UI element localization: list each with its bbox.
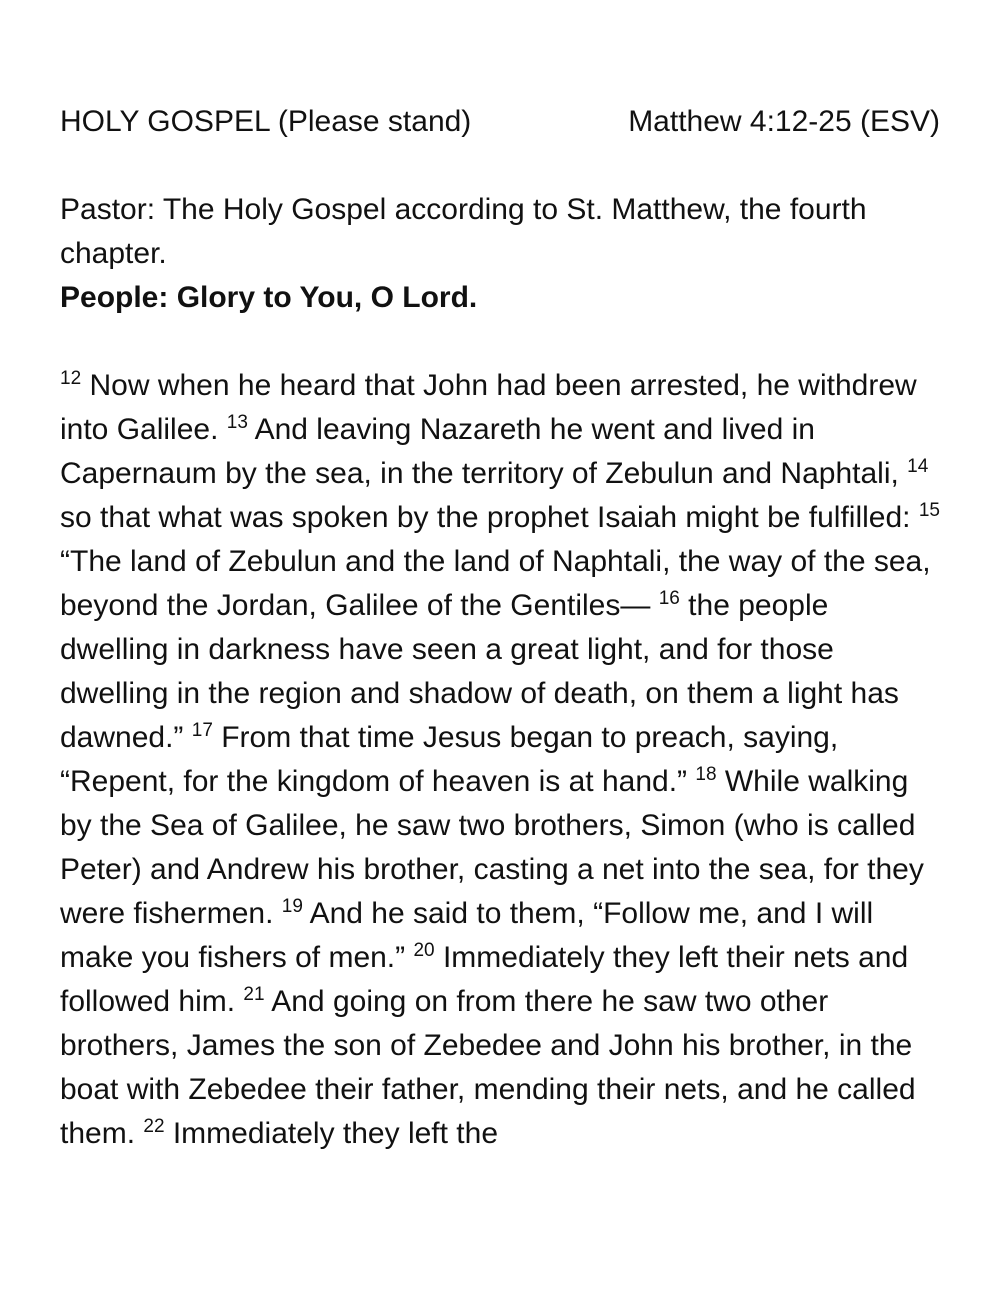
verse-text: so that what was spoken by the prophet Isaiah might be fulfilled: <box>60 501 919 534</box>
verse-number: 20 <box>413 940 435 961</box>
verse-number: 18 <box>695 764 717 785</box>
verse-text: Immediately they left the <box>164 1117 499 1150</box>
verse-text: the people dwelling in darkness have seen a great light, and for those dwelling in the region and shadow of death, on them a light has dawned.” <box>60 589 899 754</box>
scripture-reference: Matthew 4:12-25 (ESV) <box>628 105 940 138</box>
verse-number: 19 <box>281 896 303 917</box>
verse-number: 14 <box>907 456 929 477</box>
bulletin-page <box>60 100 940 1156</box>
verse-text: From that time Jesus began to preach, saying, “Repent, for the kingdom of heaven is at hand.” <box>60 721 839 798</box>
verse-number: 13 <box>226 412 248 433</box>
pastor-line: Pastor: The Holy Gospel according to St. Matthew, the fourth chapter. <box>60 193 867 270</box>
verse-number: 22 <box>143 1116 165 1137</box>
verse-text: And going on from there he saw two other brothers, James the son of Zebedee and John his brother, in the boat with Zebedee their father, mending their nets, and he called them. <box>60 985 916 1150</box>
gospel-heading <box>60 100 940 144</box>
verse-number: 16 <box>658 588 680 609</box>
verse-text: And he said to them, “Follow me, and I will make you fishers of men.” <box>60 897 874 974</box>
verse-text: Now when he heard that John had been arrested, he withdrew into Galilee. <box>60 369 917 446</box>
verse-number: 12 <box>60 368 82 389</box>
people-response: People: Glory to You, O Lord. <box>60 281 478 314</box>
verse-number: 15 <box>918 500 940 521</box>
verse-text: And leaving Nazareth he went and lived in Capernaum by the sea, in the territory of Zebulun and Naphtali, <box>60 413 908 490</box>
verse-text: Immediately they left their nets and followed him. <box>60 941 909 1018</box>
section-title: HOLY GOSPEL (Please stand) <box>60 105 472 138</box>
verse-text: While walking by the Sea of Galilee, he saw two brothers, Simon (who is called Peter) and Andrew his brother, casting a net into the sea, for they were fishermen. <box>60 765 924 930</box>
verse-number: 21 <box>243 984 265 1005</box>
verse-text: “The land of Zebulun and the land of Naphtali, the way of the sea, beyond the Jordan, Galilee of the Gentiles— <box>60 545 931 622</box>
scripture-reading <box>60 364 940 1156</box>
verse-number: 17 <box>191 720 213 741</box>
